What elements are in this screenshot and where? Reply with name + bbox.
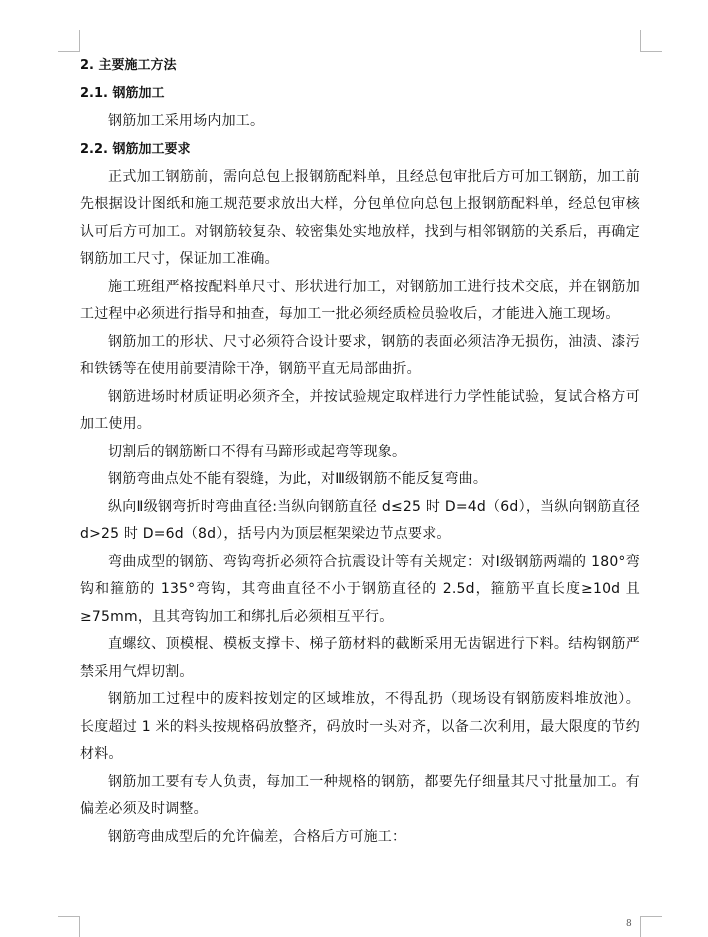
- paragraph: 钢筋加工的形状、尺寸必须符合设计要求，钢筋的表面必须洁净无损伤，油渍、漆污和铁锈等在使用前要清除干净，钢筋平直无局部曲折。: [80, 333, 640, 377]
- crop-mark-bottom-left-v: [79, 916, 80, 937]
- paragraph: 钢筋加工要有专人负责，每加工一种规格的钢筋，都要先仔细量其尺寸批量加工。有偏差必须及时调整。: [80, 773, 640, 817]
- paragraph: 直螺纹、顶模棍、模板支撑卡、梯子筋材料的截断采用无齿锯进行下料。结构钢筋严禁采用气焊切割。: [80, 636, 640, 680]
- paragraph: 钢筋弯曲点处不能有裂缝，为此，对Ⅲ级钢筋不能反复弯曲。: [108, 471, 488, 487]
- subsection-heading-rebar-processing: 2.1. 钢筋加工: [80, 86, 165, 101]
- crop-mark-top-left-h: [58, 51, 80, 52]
- paragraph: 钢筋弯曲成型后的允许偏差，合格后方可施工：: [108, 828, 407, 845]
- section-heading: 2. 主要施工方法: [80, 58, 177, 73]
- crop-mark-bottom-right-h: [640, 916, 662, 917]
- crop-mark-top-right-v: [640, 30, 641, 52]
- crop-mark-bottom-left-h: [58, 916, 80, 917]
- paragraph: 施工班组严格按配料单尺寸、形状进行加工，对钢筋加工进行技术交底，并在钢筋加工过程中必须进行指导和抽查，每加工一批必须经质检员验收后，才能进入施工现场。: [80, 278, 640, 322]
- crop-mark-bottom-right-v: [640, 916, 641, 937]
- paragraph: 弯曲成型的钢筋、弯钩弯折必须符合抗震设计等有关规定：对Ⅰ级钢筋两端的 180°弯钩和箍筋的 135°弯钩，其弯曲直径不小于钢筋直径的 2.5d，箍筋平直长度≥10d 且≥75mm，且其弯钩加工和绑扎后必须相互平行。: [80, 553, 640, 625]
- paragraph: 正式加工钢筋前，需向总包上报钢筋配料单，且经总包审批后方可加工钢筋，加工前先根据设计图纸和施工规范要求放出大样，分包单位向总包上报钢筋配料单，经总包审核认可后方可加工。对钢筋较复杂、较密集处实地放样，找到与相邻钢筋的关系后，再确定钢筋加工尺寸，保证加工准确。: [80, 168, 640, 267]
- page-number: 8: [626, 919, 632, 929]
- subsection-heading-processing-requirements: 2.2. 钢筋加工要求: [80, 141, 191, 157]
- paragraph: 钢筋加工过程中的废料按划定的区域堆放，不得乱扔（现场设有钢筋废料堆放池）。长度超过 1 米的料头按规格码放整齐，码放时一头对齐，以备二次利用，最大限度的节约材料。: [80, 691, 640, 762]
- paragraph: 钢筋进场时材质证明必须齐全，并按试验规定取样进行力学性能试验，复试合格方可加工使用。: [80, 388, 640, 432]
- paragraph: 钢筋加工采用场内加工。: [108, 113, 265, 129]
- crop-mark-top-right-h: [640, 51, 662, 52]
- paragraph: 纵向Ⅱ级钢弯折时弯曲直径:当纵向钢筋直径 d≤25 时 D=4d（6d），当纵向钢筋直径 d>25 时 D=6d（8d），括号内为顶层框架梁边节点要求。: [80, 498, 640, 542]
- document-body: [80, 52, 640, 851]
- crop-mark-top-left-v: [79, 30, 80, 52]
- paragraph: 切割后的钢筋断口不得有马蹄形或起弯等现象。: [108, 443, 407, 460]
